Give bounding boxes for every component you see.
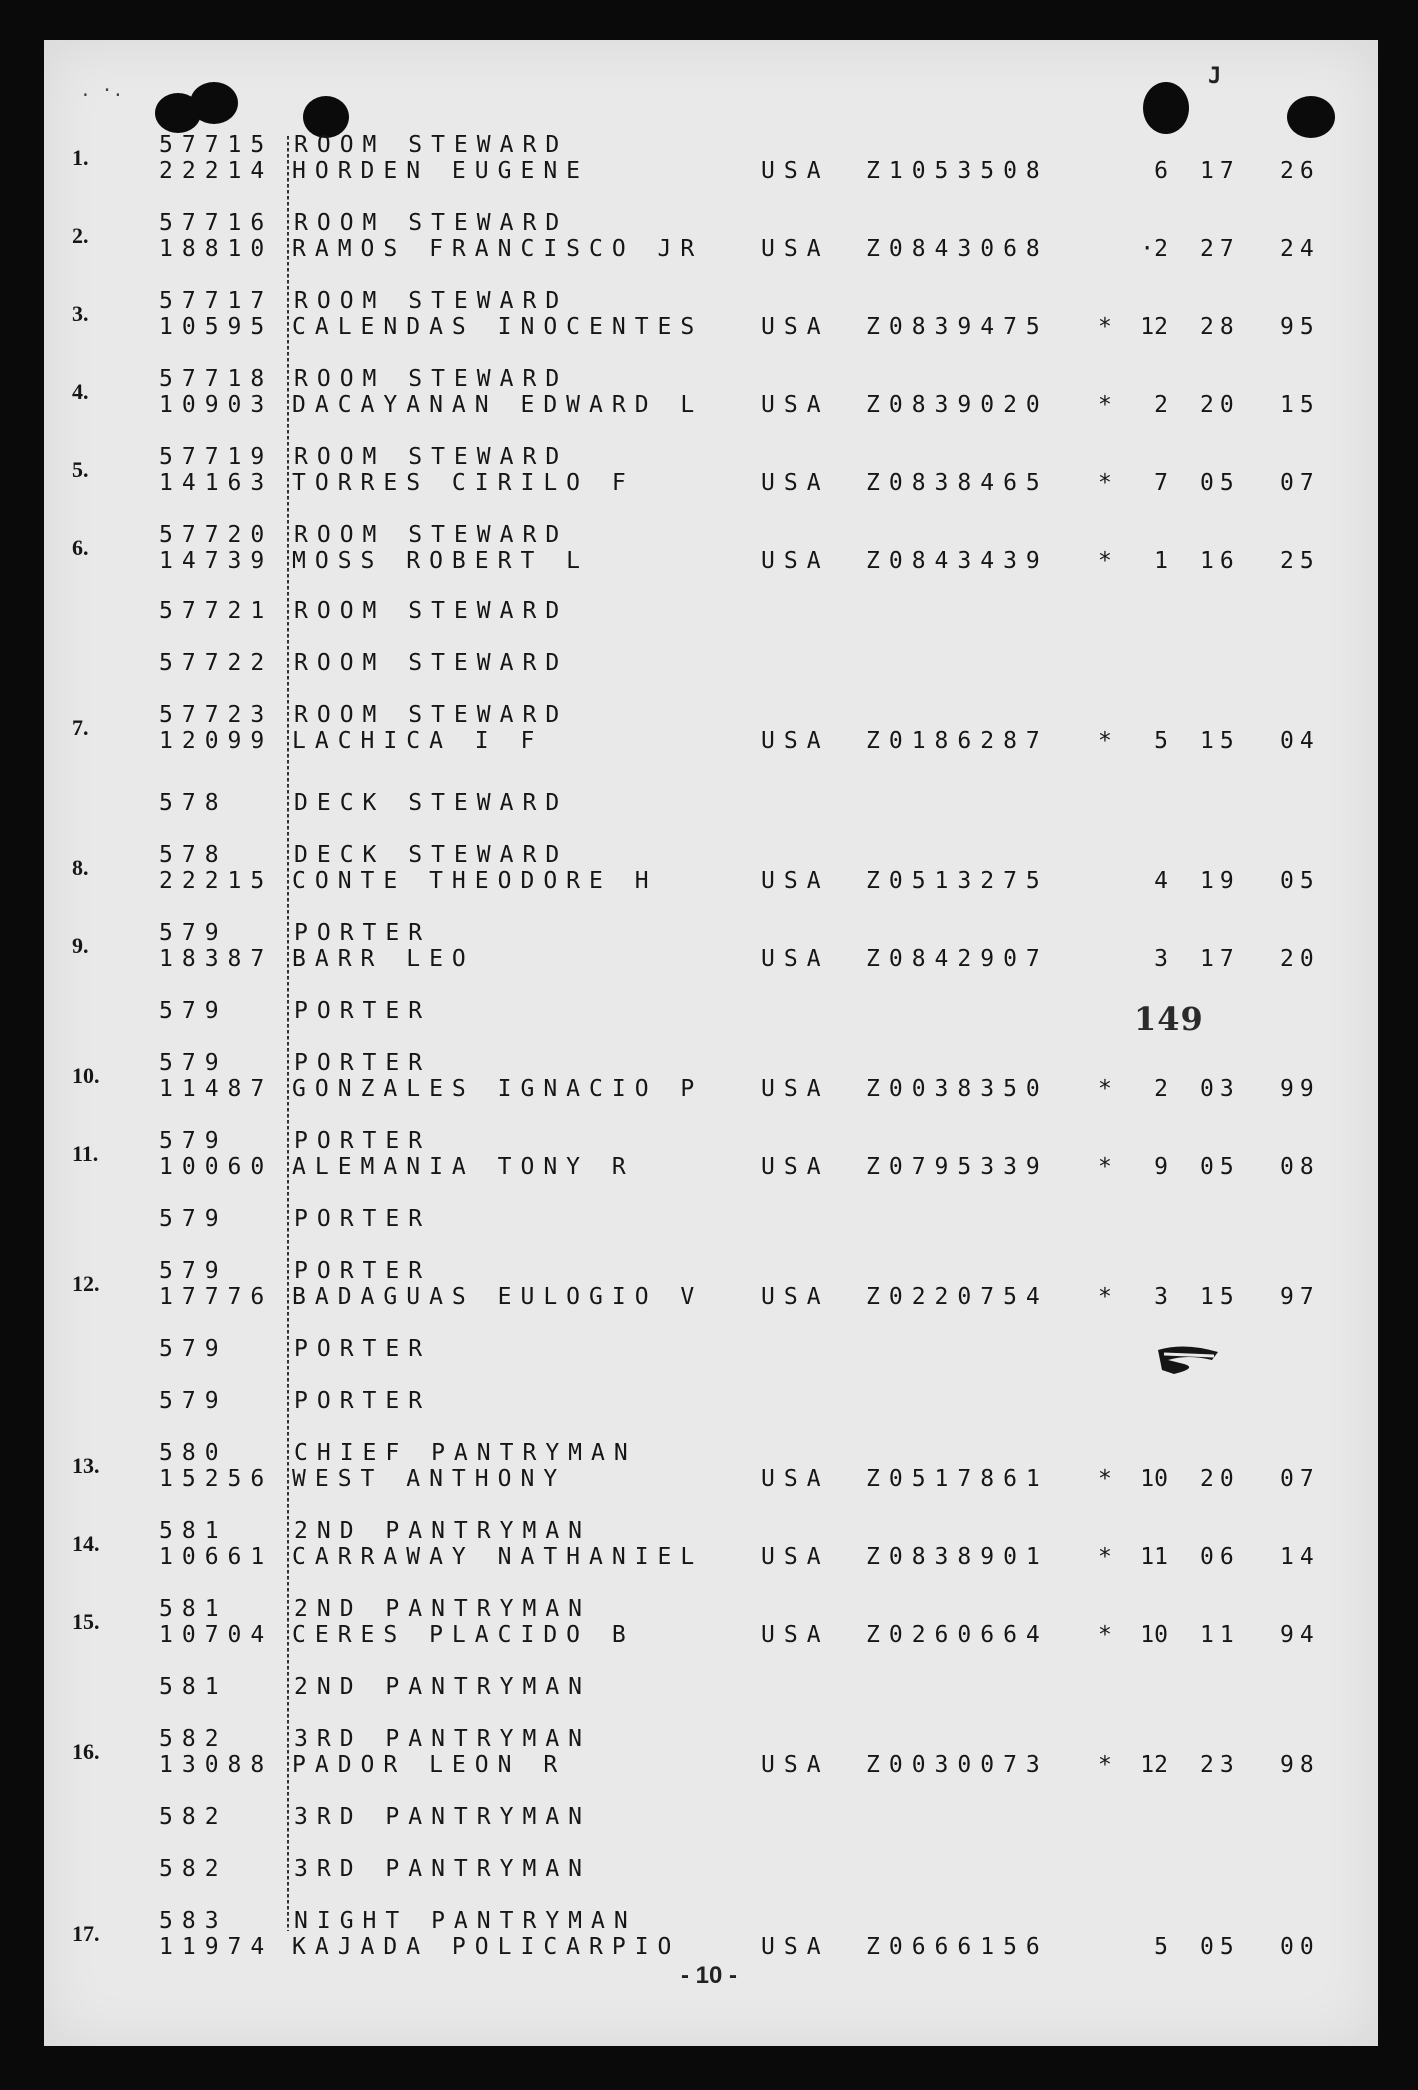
entry-number: 11. <box>72 1141 99 1166</box>
book-number: 10661 <box>159 1544 274 1570</box>
entry-line-billet <box>0 1908 1418 1946</box>
z-card-number: Z0186287 <box>866 728 1049 754</box>
z-card-number: Z0795339 <box>866 1154 1049 1180</box>
nationality: USA <box>761 236 830 262</box>
z-card-number: Z0030073 <box>866 1752 1049 1778</box>
billet-title: PORTER <box>294 1388 432 1414</box>
entry-line-seaman <box>0 1544 1418 1570</box>
nationality: USA <box>761 1154 830 1180</box>
col-value-2: 17 <box>1200 158 1240 184</box>
nationality: USA <box>761 946 830 972</box>
entry-line-seaman <box>0 236 1418 262</box>
col-value-2: 20 <box>1200 392 1240 418</box>
entry-line-seaman <box>0 548 1418 574</box>
col-value-3: 98 <box>1280 1752 1320 1778</box>
entry-line-seaman <box>0 1622 1418 1648</box>
billet-title: 2ND PANTRYMAN <box>294 1674 592 1700</box>
nationality: USA <box>761 1076 830 1102</box>
z-card-number: Z0839020 <box>866 392 1049 418</box>
entry-line-seaman <box>0 868 1418 894</box>
billet-code: 57722 <box>159 650 274 676</box>
col-value-1: 2 <box>1154 1076 1168 1102</box>
billet-code: 579 <box>159 1258 228 1284</box>
entry-line-billet <box>0 842 1418 880</box>
entry-number: 16. <box>72 1739 100 1764</box>
col-value-3: 95 <box>1280 314 1320 340</box>
entry-line-billet <box>0 920 1418 958</box>
billet-title: ROOM STEWARD <box>294 132 569 158</box>
billet-code: 581 <box>159 1674 228 1700</box>
z-card-number: Z0838465 <box>866 470 1049 496</box>
col-value-3: 94 <box>1280 1622 1320 1648</box>
page-stamp: 149 <box>1134 1000 1204 1038</box>
entry-number: 7. <box>72 715 89 740</box>
z-card-number: Z0038350 <box>866 1076 1049 1102</box>
z-card-number: Z0843439 <box>866 548 1049 574</box>
col-value-1: 5 <box>1154 1934 1168 1960</box>
entry-line-seaman <box>0 1154 1418 1180</box>
col-value-2: 05 <box>1200 470 1240 496</box>
col-value-1: 7 <box>1154 470 1168 496</box>
book-number: 10704 <box>159 1622 274 1648</box>
seaman-name: CARRAWAY NATHANIEL <box>292 1544 704 1570</box>
nationality: USA <box>761 392 830 418</box>
asterisk-mark: * <box>1098 470 1112 496</box>
seaman-name: PADOR LEON R <box>292 1752 567 1778</box>
entry-number: 8. <box>72 855 89 880</box>
billet-title: 3RD PANTRYMAN <box>294 1726 592 1752</box>
billet-title: PORTER <box>294 1050 432 1076</box>
col-value-2: 20 <box>1200 1466 1240 1492</box>
entry-line-seaman <box>0 946 1418 972</box>
asterisk-mark: * <box>1098 1076 1112 1102</box>
entry-line-billet <box>0 522 1418 560</box>
col-value-2: 05 <box>1200 1934 1240 1960</box>
entry-line-seaman <box>0 1076 1418 1102</box>
entry-line-billet <box>0 1674 1418 1700</box>
seaman-name: RAMOS FRANCISCO JR <box>292 236 704 262</box>
entry-number: 3. <box>72 301 89 326</box>
col-value-1: 3 <box>1154 1284 1168 1310</box>
col-value-1: 9 <box>1154 1154 1168 1180</box>
seaman-name: KAJADA POLICARPIO <box>292 1934 681 1960</box>
z-card-number: Z1053508 <box>866 158 1049 184</box>
col-value-3: 08 <box>1280 1154 1320 1180</box>
book-number: 10595 <box>159 314 274 340</box>
nationality: USA <box>761 470 830 496</box>
col-value-3: 97 <box>1280 1284 1320 1310</box>
entry-line-billet <box>0 790 1418 816</box>
entry-number: 13. <box>72 1453 100 1478</box>
col-value-2: 23 <box>1200 1752 1240 1778</box>
billet-code: 57716 <box>159 210 274 236</box>
col-value-1: 12 <box>1140 1752 1168 1778</box>
billet-title: 3RD PANTRYMAN <box>294 1856 592 1882</box>
book-number: 18810 <box>159 236 274 262</box>
entry-number: 10. <box>72 1063 100 1088</box>
entry-line-billet <box>0 1050 1418 1088</box>
entry-line-seaman <box>0 1466 1418 1492</box>
col-value-2: 28 <box>1200 314 1240 340</box>
billet-code: 579 <box>159 1050 228 1076</box>
col-value-3: 15 <box>1280 392 1320 418</box>
entry-number: 5. <box>72 457 89 482</box>
billet-code: 582 <box>159 1856 228 1882</box>
col-value-2: 11 <box>1200 1622 1240 1648</box>
col-value-2: 05 <box>1200 1154 1240 1180</box>
seaman-name: HORDEN EUGENE <box>292 158 590 184</box>
nationality: USA <box>761 314 830 340</box>
entry-line-billet <box>0 444 1418 482</box>
billet-title: ROOM STEWARD <box>294 598 569 624</box>
billet-title: PORTER <box>294 1258 432 1284</box>
z-card-number: Z0666156 <box>866 1934 1049 1960</box>
entry-line-billet <box>0 1128 1418 1166</box>
col-value-1: 10 <box>1140 1466 1168 1492</box>
book-number: 17776 <box>159 1284 274 1310</box>
col-value-3: 05 <box>1280 868 1320 894</box>
asterisk-mark: * <box>1098 548 1112 574</box>
seaman-name: TORRES CIRILO F <box>292 470 635 496</box>
entry-number: 12. <box>72 1271 100 1296</box>
col-value-2: 06 <box>1200 1544 1240 1570</box>
seaman-name: ALEMANIA TONY R <box>292 1154 635 1180</box>
entry-line-billet <box>0 598 1418 624</box>
billet-code: 583 <box>159 1908 228 1934</box>
book-number: 22214 <box>159 158 274 184</box>
nationality: USA <box>761 1622 830 1648</box>
z-card-number: Z0513275 <box>866 868 1049 894</box>
col-value-2: 15 <box>1200 728 1240 754</box>
book-number: 11974 <box>159 1934 274 1960</box>
entry-number: 15. <box>72 1609 100 1634</box>
col-value-2: 27 <box>1200 236 1240 262</box>
book-number: 22215 <box>159 868 274 894</box>
seaman-name: CALENDAS INOCENTES <box>292 314 704 340</box>
col-value-2: 16 <box>1200 548 1240 574</box>
billet-code: 57715 <box>159 132 274 158</box>
entry-line-seaman <box>0 1934 1418 1960</box>
entry-line-billet <box>0 366 1418 404</box>
entry-number: 1. <box>72 145 89 170</box>
nationality: USA <box>761 158 830 184</box>
entry-line-billet <box>0 1518 1418 1556</box>
billet-code: 580 <box>159 1440 228 1466</box>
book-number: 11487 <box>159 1076 274 1102</box>
billet-title: ROOM STEWARD <box>294 366 569 392</box>
col-value-3: 00 <box>1280 1934 1320 1960</box>
col-value-3: 14 <box>1280 1544 1320 1570</box>
billet-code: 581 <box>159 1518 228 1544</box>
entry-line-seaman <box>0 314 1418 340</box>
z-card-number: Z0842907 <box>866 946 1049 972</box>
book-number: 14163 <box>159 470 274 496</box>
z-card-number: Z0843068 <box>866 236 1049 262</box>
seaman-name: BADAGUAS EULOGIO V <box>292 1284 704 1310</box>
asterisk-mark: * <box>1098 728 1112 754</box>
book-number: 13088 <box>159 1752 274 1778</box>
col-value-3: 99 <box>1280 1076 1320 1102</box>
billet-title: ROOM STEWARD <box>294 210 569 236</box>
col-value-3: 24 <box>1280 236 1320 262</box>
page-number: - 10 - <box>680 1962 737 1989</box>
col-value-3: 20 <box>1280 946 1320 972</box>
asterisk-mark: * <box>1098 1284 1112 1310</box>
entry-number: 2. <box>72 223 89 248</box>
entry-line-billet <box>0 1726 1418 1764</box>
entry-number: 6. <box>72 535 89 560</box>
billet-title: 3RD PANTRYMAN <box>294 1804 592 1830</box>
entry-line-billet <box>0 1804 1418 1830</box>
entry-line-seaman <box>0 392 1418 418</box>
col-value-3: 25 <box>1280 548 1320 574</box>
corner-mark: J <box>1208 64 1222 89</box>
billet-title: ROOM STEWARD <box>294 522 569 548</box>
billet-title: ROOM STEWARD <box>294 702 569 728</box>
col-value-1: 11 <box>1140 1544 1168 1570</box>
billet-title: NIGHT PANTRYMAN <box>294 1908 637 1934</box>
seaman-name: BARR LEO <box>292 946 475 972</box>
col-value-1: 10 <box>1140 1622 1168 1648</box>
billet-title: 2ND PANTRYMAN <box>294 1596 592 1622</box>
billet-title: CHIEF PANTRYMAN <box>294 1440 637 1466</box>
book-number: 10903 <box>159 392 274 418</box>
nationality: USA <box>761 1934 830 1960</box>
entry-number: 14. <box>72 1531 100 1556</box>
entry-number: 9. <box>72 933 89 958</box>
entry-line-billet <box>0 1596 1418 1634</box>
ink-scribble <box>1154 1340 1224 1382</box>
seaman-name: CERES PLACIDO B <box>292 1622 635 1648</box>
billet-title: PORTER <box>294 998 432 1024</box>
col-value-1: 4 <box>1154 868 1168 894</box>
asterisk-mark: * <box>1098 1154 1112 1180</box>
book-number: 12099 <box>159 728 274 754</box>
billet-code: 57720 <box>159 522 274 548</box>
billet-title: ROOM STEWARD <box>294 288 569 314</box>
margin-marks: . ·. <box>80 80 124 101</box>
entry-line-billet <box>0 1206 1418 1232</box>
billet-code: 57723 <box>159 702 274 728</box>
col-value-3: 07 <box>1280 470 1320 496</box>
nationality: USA <box>761 1466 830 1492</box>
entry-line-billet <box>0 1440 1418 1478</box>
col-value-1: 2 <box>1154 392 1168 418</box>
entry-line-billet <box>0 1856 1418 1882</box>
col-value-1: 3 <box>1154 946 1168 972</box>
nationality: USA <box>761 1544 830 1570</box>
billet-code: 57719 <box>159 444 274 470</box>
billet-code: 582 <box>159 1804 228 1830</box>
seaman-name: DACAYANAN EDWARD L <box>292 392 704 418</box>
asterisk-mark: * <box>1098 1466 1112 1492</box>
billet-code: 57717 <box>159 288 274 314</box>
billet-code: 579 <box>159 1206 228 1232</box>
col-value-2: 03 <box>1200 1076 1240 1102</box>
seaman-name: CONTE THEODORE H <box>292 868 658 894</box>
asterisk-mark: * <box>1098 1544 1112 1570</box>
entry-line-billet <box>0 998 1418 1024</box>
seaman-name: LACHICA I F <box>292 728 544 754</box>
z-card-number: Z0260664 <box>866 1622 1049 1648</box>
nationality: USA <box>761 1752 830 1778</box>
entry-line-billet <box>0 1258 1418 1296</box>
nationality: USA <box>761 868 830 894</box>
nationality: USA <box>761 548 830 574</box>
billet-code: 57718 <box>159 366 274 392</box>
col-value-3: 04 <box>1280 728 1320 754</box>
entry-line-seaman <box>0 728 1418 754</box>
col-value-1: 1 <box>1154 548 1168 574</box>
billet-code: 578 <box>159 790 228 816</box>
book-number: 10060 <box>159 1154 274 1180</box>
billet-code: 578 <box>159 842 228 868</box>
billet-code: 579 <box>159 1388 228 1414</box>
book-number: 15256 <box>159 1466 274 1492</box>
seaman-name: MOSS ROBERT L <box>292 548 590 574</box>
billet-code: 579 <box>159 920 228 946</box>
billet-title: DECK STEWARD <box>294 842 569 868</box>
entry-line-billet <box>0 702 1418 740</box>
col-value-2: 19 <box>1200 868 1240 894</box>
entry-line-seaman <box>0 1284 1418 1310</box>
nationality: USA <box>761 728 830 754</box>
asterisk-mark: * <box>1098 392 1112 418</box>
billet-title: ROOM STEWARD <box>294 444 569 470</box>
billet-title: PORTER <box>294 1206 432 1232</box>
entry-line-billet <box>0 1388 1418 1414</box>
book-number: 18387 <box>159 946 274 972</box>
col-value-1: ·2 <box>1140 236 1168 262</box>
entry-line-seaman <box>0 158 1418 184</box>
asterisk-mark: * <box>1098 314 1112 340</box>
billet-code: 582 <box>159 1726 228 1752</box>
col-value-1: 12 <box>1140 314 1168 340</box>
entry-line-billet <box>0 210 1418 248</box>
entry-number: 4. <box>72 379 89 404</box>
entry-line-billet <box>0 132 1418 170</box>
entry-line-seaman <box>0 470 1418 496</box>
billet-code: 581 <box>159 1596 228 1622</box>
entry-line-seaman <box>0 1752 1418 1778</box>
col-value-3: 26 <box>1280 158 1320 184</box>
book-number: 14739 <box>159 548 274 574</box>
entry-number: 17. <box>72 1921 100 1946</box>
billet-title: PORTER <box>294 1128 432 1154</box>
col-value-1: 5 <box>1154 728 1168 754</box>
billet-title: DECK STEWARD <box>294 790 569 816</box>
seaman-name: GONZALES IGNACIO P <box>292 1076 704 1102</box>
nationality: USA <box>761 1284 830 1310</box>
billet-title: ROOM STEWARD <box>294 650 569 676</box>
z-card-number: Z0517861 <box>866 1466 1049 1492</box>
entry-line-billet <box>0 288 1418 326</box>
col-value-1: 6 <box>1154 158 1168 184</box>
col-value-3: 07 <box>1280 1466 1320 1492</box>
col-value-2: 17 <box>1200 946 1240 972</box>
billet-code: 57721 <box>159 598 274 624</box>
z-card-number: Z0839475 <box>866 314 1049 340</box>
billet-code: 579 <box>159 998 228 1024</box>
billet-title: 2ND PANTRYMAN <box>294 1518 592 1544</box>
billet-title: PORTER <box>294 1336 432 1362</box>
asterisk-mark: * <box>1098 1622 1112 1648</box>
z-card-number: Z0838901 <box>866 1544 1049 1570</box>
billet-title: PORTER <box>294 920 432 946</box>
billet-code: 579 <box>159 1336 228 1362</box>
billet-code: 579 <box>159 1128 228 1154</box>
entry-line-billet <box>0 650 1418 676</box>
col-value-2: 15 <box>1200 1284 1240 1310</box>
asterisk-mark: * <box>1098 1752 1112 1778</box>
seaman-name: WEST ANTHONY <box>292 1466 567 1492</box>
z-card-number: Z0220754 <box>866 1284 1049 1310</box>
